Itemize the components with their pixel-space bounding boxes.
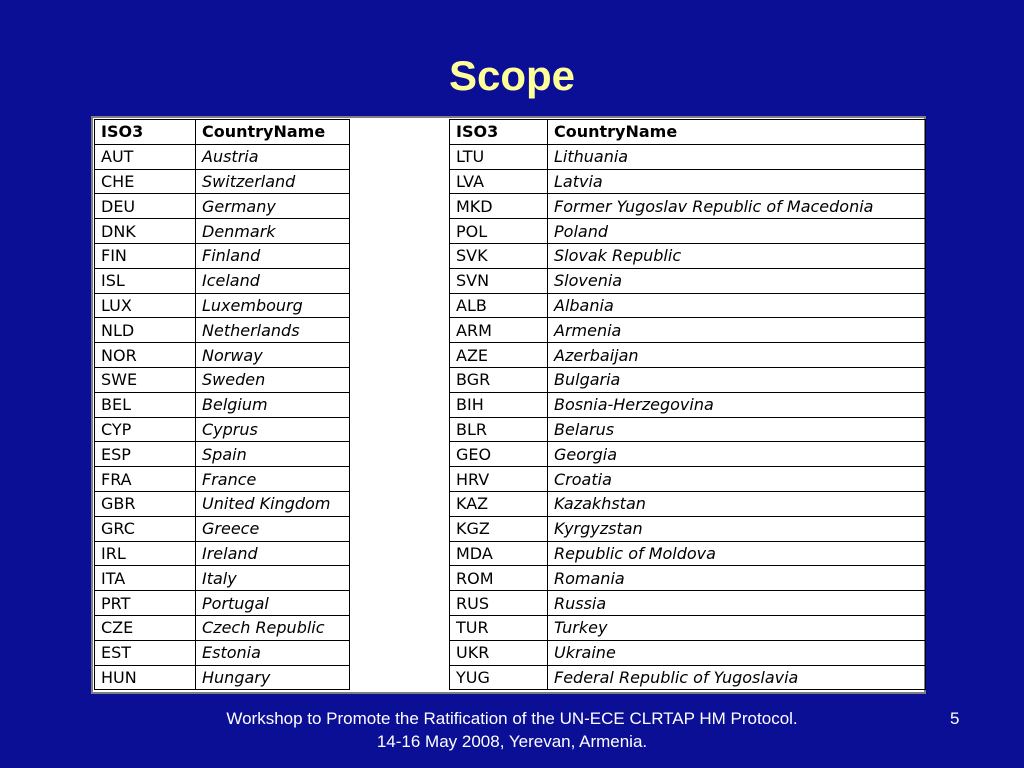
iso3-cell: FIN [95, 243, 196, 268]
table-row [95, 467, 926, 492]
table-row [95, 293, 926, 318]
iso3-cell: HRV [450, 467, 548, 492]
table-row [95, 615, 926, 640]
table-row [95, 219, 926, 244]
country-name-cell: Belarus [548, 417, 926, 442]
country-name-cell: Ireland [196, 541, 350, 566]
iso3-cell: YUG [450, 665, 548, 690]
country-name-cell: Albania [548, 293, 926, 318]
column-gap [350, 343, 450, 368]
table-row [95, 640, 926, 665]
country-name-cell: Belgium [196, 392, 350, 417]
country-name-cell: Poland [548, 219, 926, 244]
iso3-cell: SWE [95, 367, 196, 392]
column-gap [350, 392, 450, 417]
country-name-cell: Portugal [196, 591, 350, 616]
slide-title: Scope [448, 52, 576, 99]
country-name-cell: Republic of Moldova [548, 541, 926, 566]
iso3-cell: CYP [95, 417, 196, 442]
country-name-cell: Latvia [548, 169, 926, 194]
country-name-cell: Cyprus [196, 417, 350, 442]
column-gap [350, 219, 450, 244]
column-gap [350, 516, 450, 541]
country-name-cell: Kazakhstan [548, 491, 926, 516]
iso3-cell: BIH [450, 392, 548, 417]
iso3-cell: SVK [450, 243, 548, 268]
iso3-cell: RUS [450, 591, 548, 616]
column-gap [350, 491, 450, 516]
iso3-cell: ITA [95, 566, 196, 591]
page-number: 5 [950, 709, 960, 728]
iso3-cell: KGZ [450, 516, 548, 541]
iso3-cell: MKD [450, 194, 548, 219]
table-row [95, 417, 926, 442]
iso3-cell: LVA [450, 169, 548, 194]
table-body [95, 144, 926, 690]
iso3-cell: PRT [95, 591, 196, 616]
iso3-cell: BEL [95, 392, 196, 417]
table-header-row [95, 120, 926, 145]
iso3-cell: LTU [450, 144, 548, 169]
table-row [95, 442, 926, 467]
country-table [94, 119, 926, 690]
column-gap [350, 194, 450, 219]
table-row [95, 541, 926, 566]
iso3-cell: POL [450, 219, 548, 244]
iso3-cell: NOR [95, 343, 196, 368]
column-gap [350, 243, 450, 268]
iso3-cell: ARM [450, 318, 548, 343]
column-gap [350, 169, 450, 194]
iso3-cell: BLR [450, 417, 548, 442]
slide-footer [0, 707, 1024, 753]
table-row [95, 491, 926, 516]
iso3-cell: SVN [450, 268, 548, 293]
iso3-cell: ESP [95, 442, 196, 467]
header-countryname-left: CountryName [196, 120, 350, 145]
country-name-cell: Finland [196, 243, 350, 268]
header-countryname-right: CountryName [548, 120, 926, 145]
country-name-cell: Sweden [196, 367, 350, 392]
header-iso3-right: ISO3 [450, 120, 548, 145]
column-gap [350, 615, 450, 640]
column-gap [350, 541, 450, 566]
column-gap [350, 665, 450, 690]
column-gap [350, 591, 450, 616]
country-name-cell: Croatia [548, 467, 926, 492]
country-name-cell: France [196, 467, 350, 492]
iso3-cell: FRA [95, 467, 196, 492]
table-row [95, 516, 926, 541]
iso3-cell: BGR [450, 367, 548, 392]
country-name-cell: Former Yugoslav Republic of Macedonia [548, 194, 926, 219]
column-gap [350, 268, 450, 293]
country-table-container [91, 116, 926, 694]
country-name-cell: Estonia [196, 640, 350, 665]
table-row [95, 367, 926, 392]
column-gap [350, 442, 450, 467]
column-gap [350, 640, 450, 665]
iso3-cell: HUN [95, 665, 196, 690]
country-name-cell: Hungary [196, 665, 350, 690]
table-row [95, 144, 926, 169]
country-name-cell: Slovak Republic [548, 243, 926, 268]
column-gap [350, 318, 450, 343]
iso3-cell: LUX [95, 293, 196, 318]
iso3-cell: ROM [450, 566, 548, 591]
country-name-cell: Spain [196, 442, 350, 467]
iso3-cell: GEO [450, 442, 548, 467]
country-name-cell: Bosnia-Herzegovina [548, 392, 926, 417]
column-gap [350, 566, 450, 591]
country-name-cell: Luxembourg [196, 293, 350, 318]
table-row [95, 566, 926, 591]
iso3-cell: UKR [450, 640, 548, 665]
table-row [95, 665, 926, 690]
iso3-cell: TUR [450, 615, 548, 640]
country-name-cell: Switzerland [196, 169, 350, 194]
column-gap [350, 367, 450, 392]
iso3-cell: GRC [95, 516, 196, 541]
column-gap [350, 120, 450, 145]
table-row [95, 318, 926, 343]
country-name-cell: Ukraine [548, 640, 926, 665]
table-row [95, 243, 926, 268]
iso3-cell: DEU [95, 194, 196, 219]
column-gap [350, 417, 450, 442]
table-row [95, 392, 926, 417]
country-name-cell: Iceland [196, 268, 350, 293]
iso3-cell: IRL [95, 541, 196, 566]
iso3-cell: KAZ [450, 491, 548, 516]
table-row [95, 268, 926, 293]
table-row [95, 343, 926, 368]
iso3-cell: MDA [450, 541, 548, 566]
table-row [95, 169, 926, 194]
country-name-cell: Norway [196, 343, 350, 368]
iso3-cell: ALB [450, 293, 548, 318]
iso3-cell: CHE [95, 169, 196, 194]
country-name-cell: Greece [196, 516, 350, 541]
country-name-cell: Azerbaijan [548, 343, 926, 368]
country-name-cell: Austria [196, 144, 350, 169]
country-name-cell: Kyrgyzstan [548, 516, 926, 541]
country-name-cell: Lithuania [548, 144, 926, 169]
country-name-cell: Czech Republic [196, 615, 350, 640]
country-name-cell: Germany [196, 194, 350, 219]
country-name-cell: Armenia [548, 318, 926, 343]
table-row [95, 591, 926, 616]
iso3-cell: CZE [95, 615, 196, 640]
iso3-cell: ISL [95, 268, 196, 293]
iso3-cell: NLD [95, 318, 196, 343]
table-row [95, 194, 926, 219]
footer-line-1: Workshop to Promote the Ratification of the UN-ECE CLRTAP HM Protocol. [226, 709, 798, 728]
iso3-cell: AZE [450, 343, 548, 368]
column-gap [350, 293, 450, 318]
footer-line-2: 14-16 May 2008, Yerevan, Armenia. [376, 732, 648, 751]
country-name-cell: Turkey [548, 615, 926, 640]
country-name-cell: United Kingdom [196, 491, 350, 516]
country-name-cell: Bulgaria [548, 367, 926, 392]
column-gap [350, 144, 450, 169]
header-iso3-left: ISO3 [95, 120, 196, 145]
iso3-cell: AUT [95, 144, 196, 169]
country-name-cell: Italy [196, 566, 350, 591]
iso3-cell: GBR [95, 491, 196, 516]
iso3-cell: DNK [95, 219, 196, 244]
country-name-cell: Denmark [196, 219, 350, 244]
country-name-cell: Federal Republic of Yugoslavia [548, 665, 926, 690]
country-name-cell: Russia [548, 591, 926, 616]
country-name-cell: Georgia [548, 442, 926, 467]
country-name-cell: Netherlands [196, 318, 350, 343]
country-name-cell: Romania [548, 566, 926, 591]
column-gap [350, 467, 450, 492]
iso3-cell: EST [95, 640, 196, 665]
country-name-cell: Slovenia [548, 268, 926, 293]
